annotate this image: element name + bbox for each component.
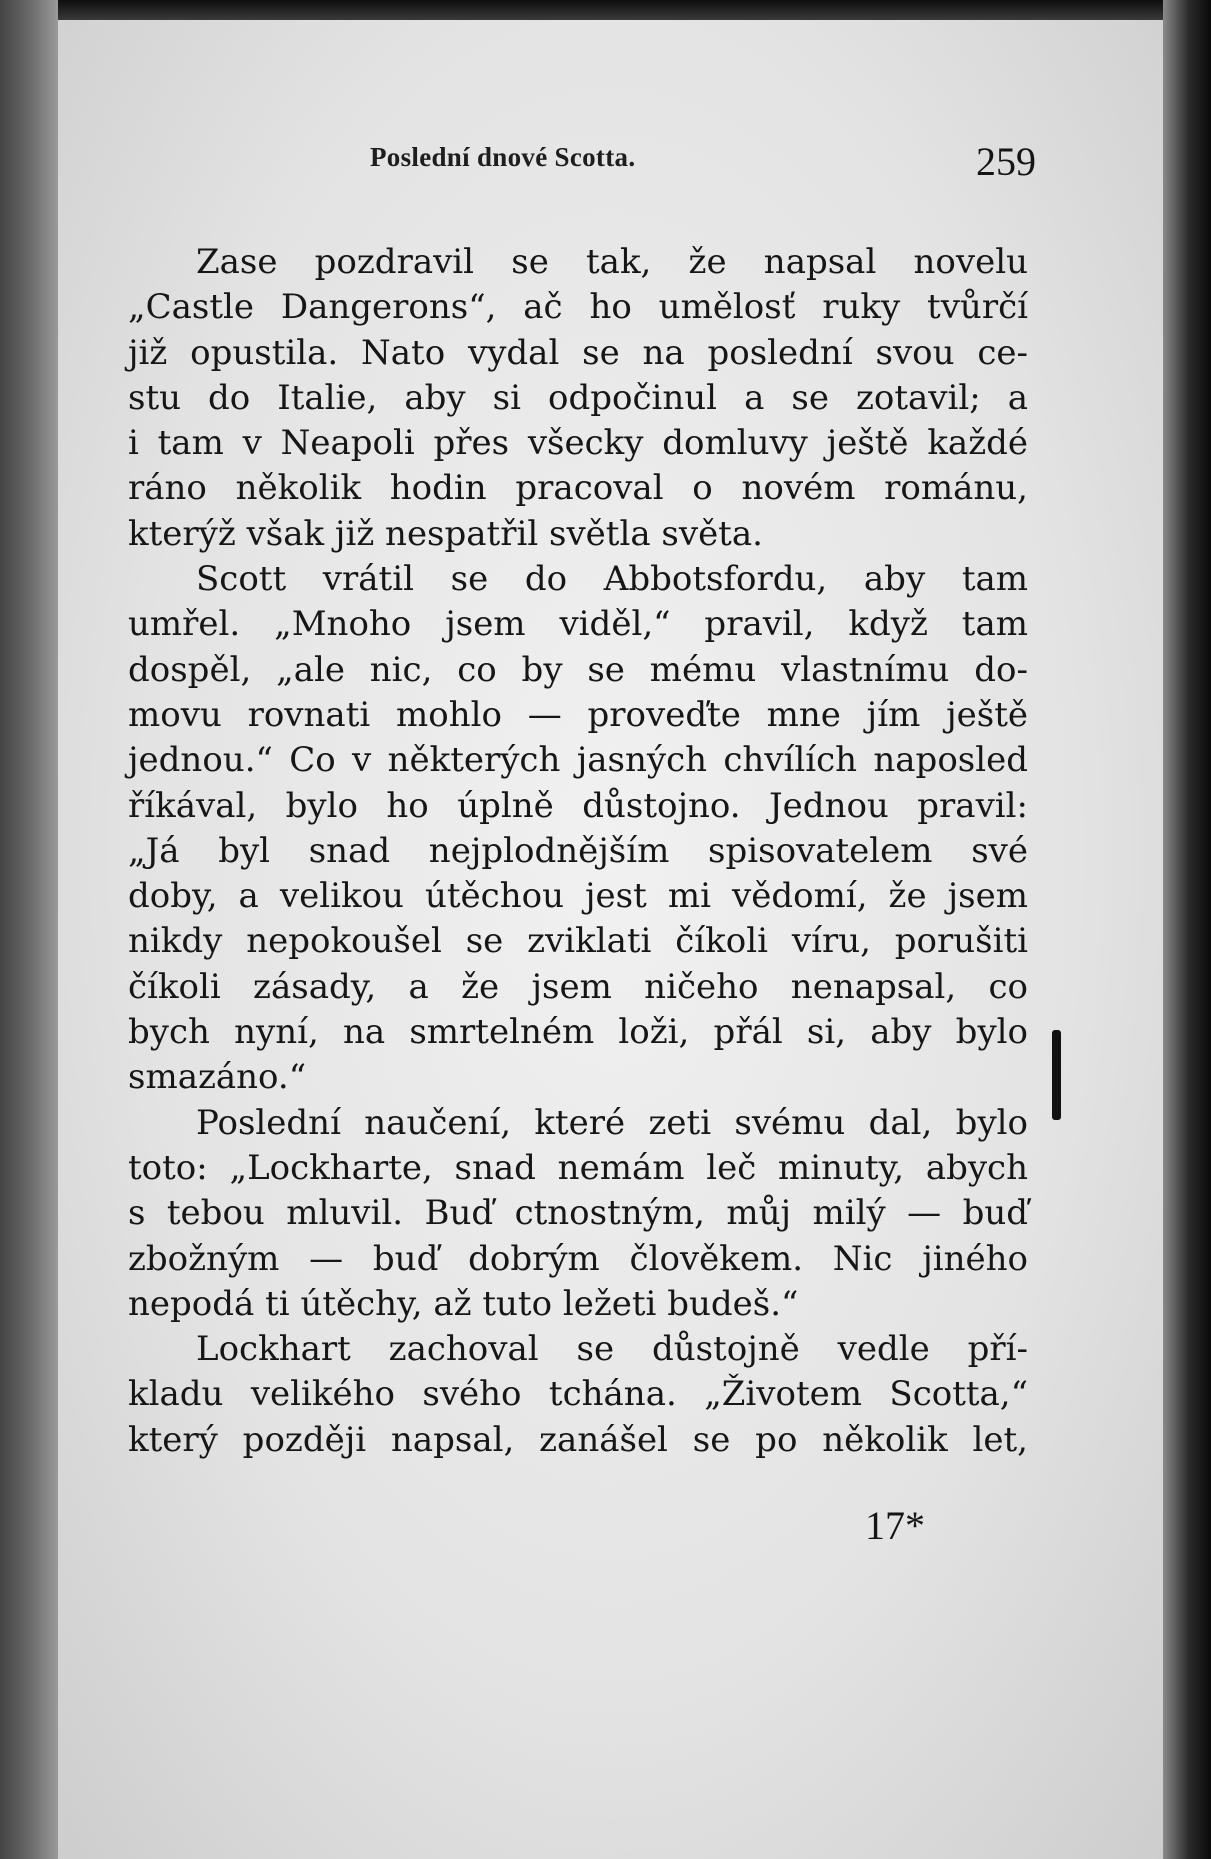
text-line: Lockhart zachoval se důstojně vedle pří- (196, 1329, 1028, 1370)
text-line: který později napsal, zanášel se po několik let, (128, 1419, 1028, 1460)
text-line: dospěl, „ale nic, co by se mému vlastnímu do- (128, 649, 1028, 690)
scan-right-edge (1163, 0, 1211, 1859)
text-line: jednou.“ Co v některých jasných chvílích naposled (128, 740, 1028, 781)
text-line: doby, a velikou útěchou jest mi vědomí, že jsem (128, 876, 1028, 917)
text-line: toto: „Lockharte, snad nemám leč minuty, abych (128, 1147, 1028, 1188)
text-line: „Castle Dangerons“, ač ho umělosť ruky tvůrčí (128, 287, 1028, 328)
text-line: umřel. „Mnoho jsem viděl,“ pravil, když tam (128, 604, 1028, 645)
text-line: smazáno.“ (128, 1057, 307, 1098)
text-line: ráno několik hodin pracoval o novém románu, (128, 468, 1028, 509)
body-text (128, 240, 1028, 1463)
text-line: stu do Italie, aby si odpočinul a se zotavil; a (128, 377, 1028, 418)
text-line: Poslední naučení, které zeti svému dal, bylo (196, 1102, 1028, 1143)
text-line: nepodá ti útěchy, až tuto ležeti budeš.“ (128, 1283, 799, 1324)
text-line: nikdy nepokoušel se zviklati číkoli víru, porušiti (128, 921, 1028, 962)
text-line: i tam v Neapoli přes všecky domluvy ještě každé (128, 423, 1028, 464)
text-line: s tebou mluvil. Buď ctnostným, můj milý — buď (128, 1193, 1028, 1234)
text-line: již opustila. Nato vydal se na poslední svou ce- (128, 332, 1028, 373)
text-line: Zase pozdravil se tak, že napsal novelu (196, 242, 1028, 282)
text-line: Scott vrátil se do Abbotsfordu, aby tam (196, 559, 1028, 600)
book-gutter-shadow (0, 0, 58, 1859)
running-head-title: Poslední dnové Scotta. (370, 142, 636, 172)
scan-top-edge (0, 0, 1211, 20)
text-line: movu rovnati mohlo — proveďte mne jím ještě (128, 694, 1028, 735)
text-line: kladu velikého svého tchána. „Životem Scotta,“ (128, 1374, 1028, 1415)
signature-mark: 17* (865, 1503, 925, 1548)
text-line: zbožným — buď dobrým člověkem. Nic jiného (128, 1238, 1028, 1279)
text-line: „Já byl snad nejplodnějším spisovatelem své (128, 830, 1028, 871)
text-line: číkoli zásady, a že jsem ničeho nenapsal, co (128, 966, 1028, 1007)
page-number: 259 (976, 139, 1036, 184)
margin-ink-mark (1052, 1030, 1061, 1120)
text-line: říkával, bylo ho úplně důstojno. Jednou pravil: (128, 785, 1028, 826)
text-line: kterýž však již nespatřil světla světa. (128, 513, 763, 554)
text-line: bych nyní, na smrtelném loži, přál si, aby bylo (128, 1012, 1028, 1053)
